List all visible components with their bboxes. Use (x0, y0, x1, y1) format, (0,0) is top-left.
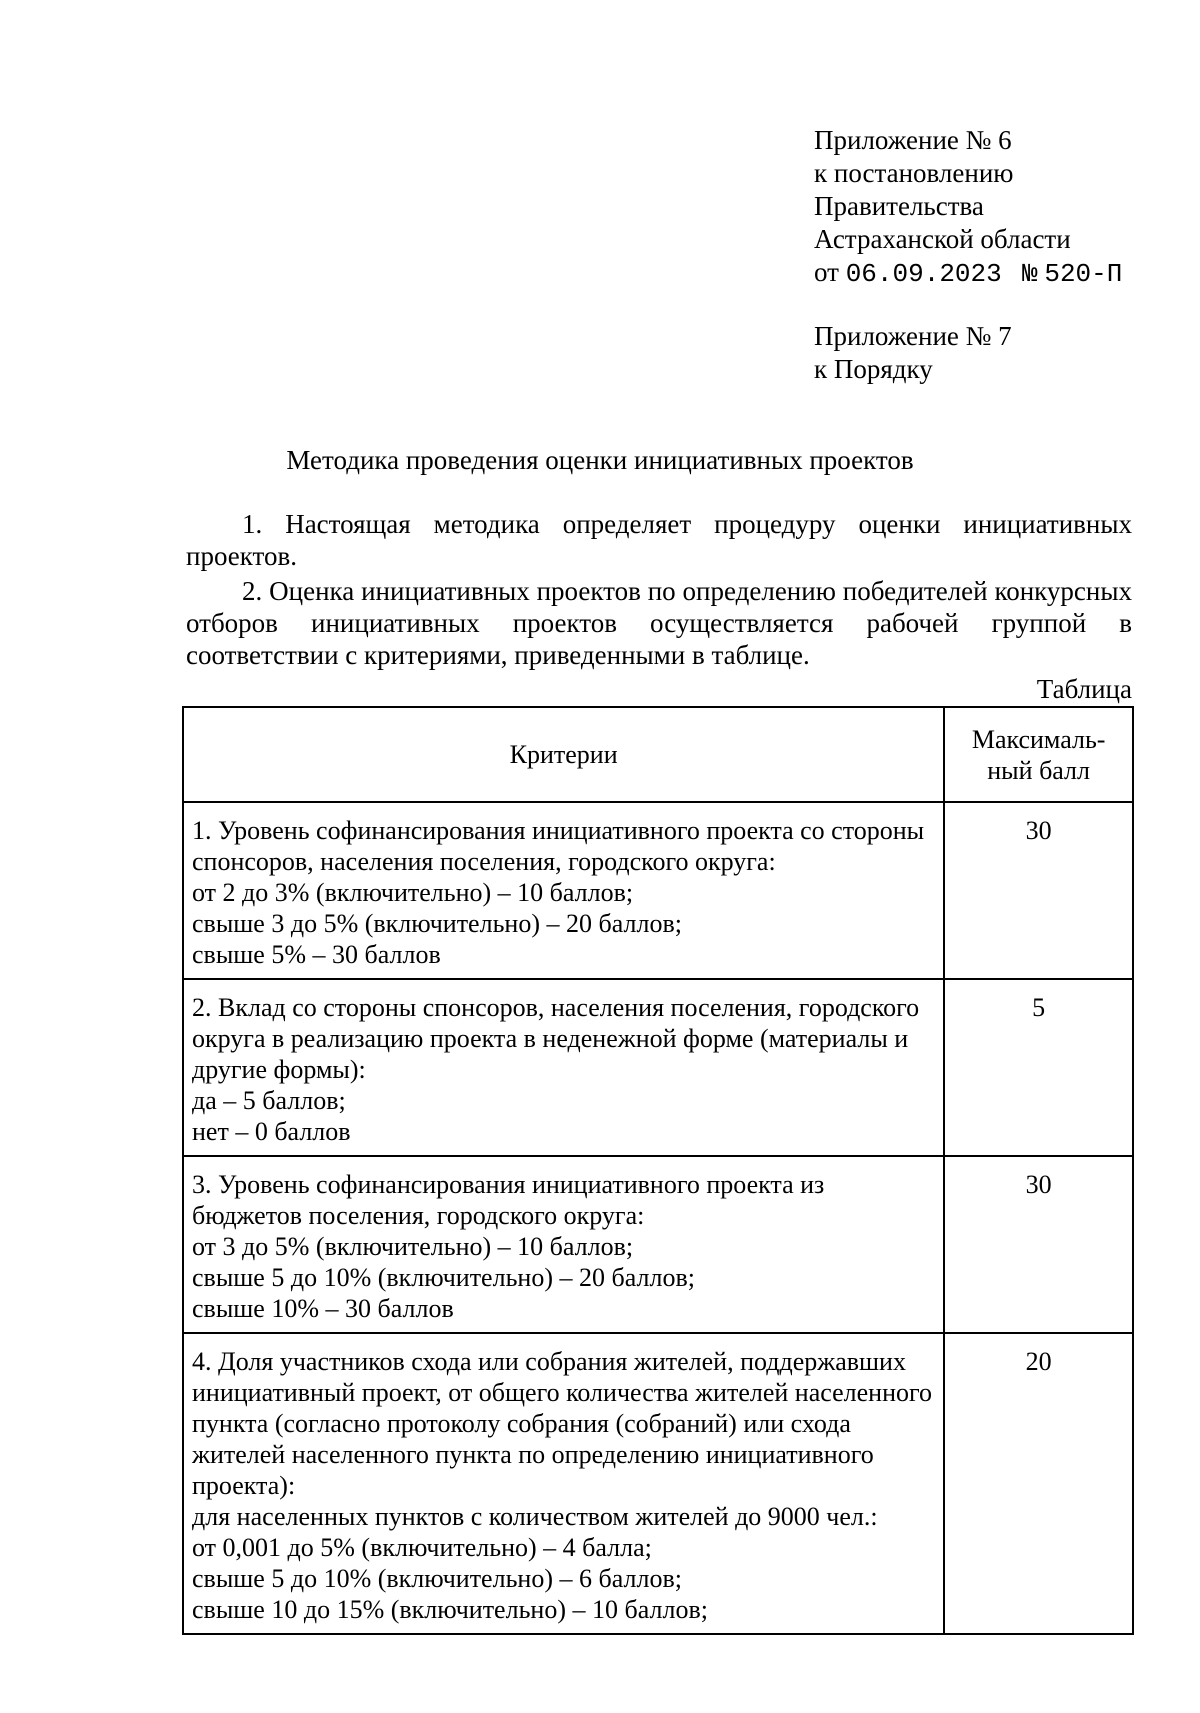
document-title: Методика проведения оценки инициативных проектов (286, 445, 914, 475)
criteria-line: свыше 5 до 10% (включительно) – 6 баллов; (192, 1564, 682, 1593)
criteria-line: свыше 3 до 5% (включительно) – 20 баллов; (192, 909, 682, 938)
appendix-6-title: Приложение № 6 (814, 125, 1012, 155)
appendix-6-header (814, 124, 1122, 291)
criteria-line: свыше 10 до 15% (включительно) – 10 баллов; (192, 1595, 708, 1624)
date-value: 06.09.2023 (845, 259, 1002, 289)
appendix-6-date-line (814, 256, 1122, 291)
criteria-cell (183, 802, 944, 979)
table-caption: Таблица (1036, 674, 1132, 704)
number-sign: № (1021, 259, 1038, 289)
number-value: 520-П (1044, 259, 1123, 289)
criteria-line: свыше 5 до 10% (включительно) – 20 баллов; (192, 1263, 695, 1292)
table-row (183, 979, 1133, 1156)
date-prefix: от (814, 257, 839, 287)
criteria-line: 2. Вклад со стороны спонсоров, населения поселения, городского округа в реализацию проекта в неденежной форме (материалы и другие формы): (192, 993, 920, 1084)
table-row (183, 802, 1133, 979)
criteria-cell (183, 1333, 944, 1634)
score-cell: 5 (944, 979, 1133, 1156)
appendix-6-line4: Астраханской области (814, 224, 1071, 254)
score-cell: 30 (944, 1156, 1133, 1333)
header-max-score: Максималь-ный балл (944, 707, 1133, 802)
criteria-line: от 0,001 до 5% (включительно) – 4 балла; (192, 1533, 652, 1562)
criteria-line: свыше 10% – 30 баллов (192, 1294, 454, 1323)
criteria-line: 4. Доля участников схода или собрания жителей, поддержавших инициативный проект, от общего количества жителей населенного пункта (согласно протоколу собрания (собраний) или схода жителей населенного пункта по определению инициативного проекта): (192, 1347, 932, 1500)
criteria-line: 1. Уровень софинансирования инициативного проекта со стороны спонсоров, населения поселения, городского округа: (192, 816, 925, 876)
criteria-line: свыше 5% – 30 баллов (192, 940, 441, 969)
paragraph-2: 2. Оценка инициативных проектов по определению победителей конкурсных отборов инициативных проектов осуществляется рабочей группой в соответствии с критериями, приведенными в таблице. (186, 576, 1132, 670)
criteria-table (182, 706, 1134, 1635)
criteria-cell (183, 1156, 944, 1333)
criteria-line: 3. Уровень софинансирования инициативного проекта из бюджетов поселения, городского округа: (192, 1170, 825, 1230)
paragraph-1: 1. Настоящая методика определяет процедуру оценки инициативных проектов. (186, 509, 1132, 571)
appendix-6-line3: Правительства (814, 191, 984, 221)
appendix-7-header (814, 320, 1012, 386)
table-header-row (183, 707, 1133, 802)
criteria-line: да – 5 баллов; (192, 1086, 346, 1115)
criteria-cell (183, 979, 944, 1156)
criteria-line: от 2 до 3% (включительно) – 10 баллов; (192, 878, 634, 907)
table-row (183, 1333, 1133, 1634)
appendix-7-title: Приложение № 7 (814, 321, 1012, 351)
criteria-line: нет – 0 баллов (192, 1117, 351, 1146)
appendix-6-line2: к постановлению (814, 158, 1014, 188)
score-cell: 30 (944, 802, 1133, 979)
criteria-line: для населенных пунктов с количеством жителей до 9000 чел.: (192, 1502, 878, 1531)
table-row (183, 1156, 1133, 1333)
score-cell: 20 (944, 1333, 1133, 1634)
appendix-7-line2: к Порядку (814, 354, 933, 384)
header-criteria: Критерии (183, 707, 944, 802)
criteria-line: от 3 до 5% (включительно) – 10 баллов; (192, 1232, 634, 1261)
